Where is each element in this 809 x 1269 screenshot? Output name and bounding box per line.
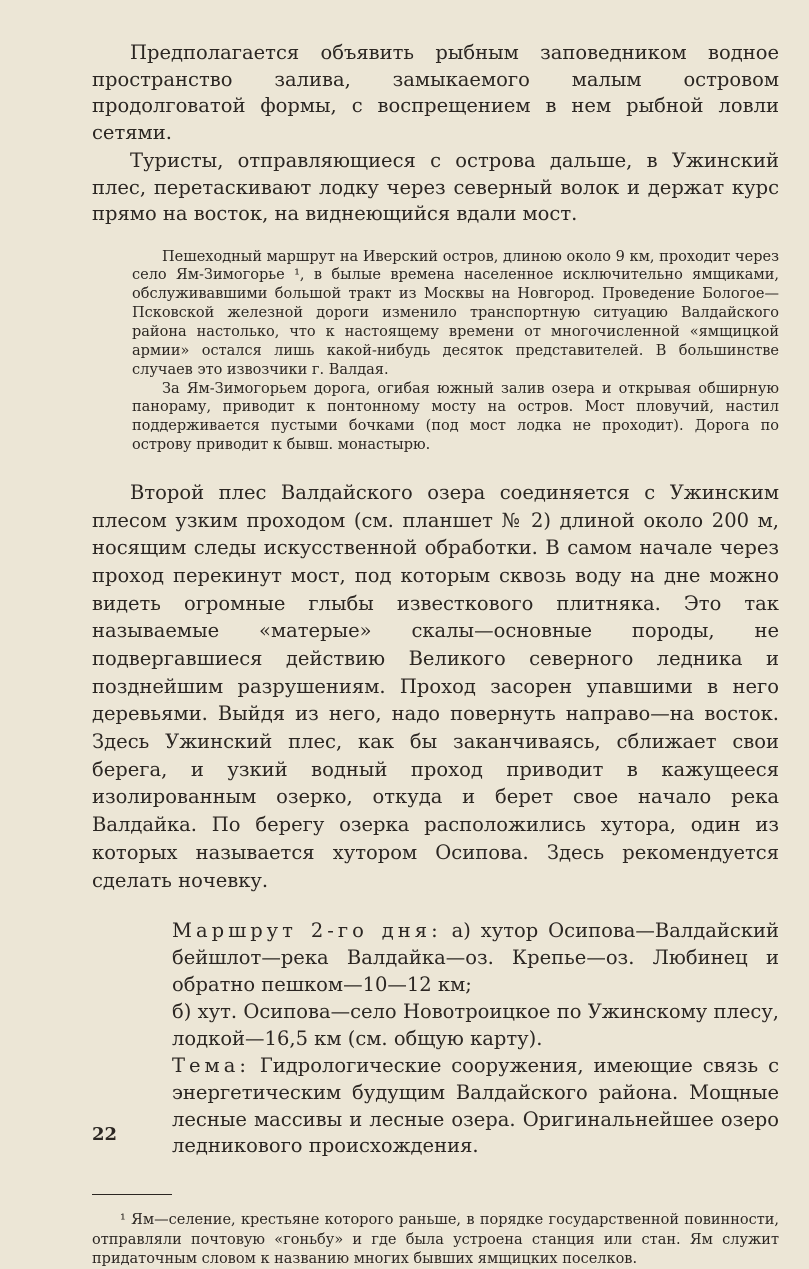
route-label: Маршрут 2-го дня: (172, 919, 442, 943)
intro-paragraph-2: Туристы, отправляющиеся с острова дальше, в Ужинский плес, перетаскивают лодку через северный волок и держат курс прямо на восток, на виднеющийся вдали мост. (92, 149, 779, 226)
small-paragraph-2: За Ям-Зимогорьем дорога, огибая южный залив озера и открывая обширную панораму, приводит к понтонному мосту на остров. Мост пловучий, настил поддерживается пустыми бочками (под мост лодка не проходит). Дорога по острову приводит к бывш. монастырю. (132, 380, 779, 454)
pedestrian-route-note (132, 248, 779, 455)
route-day-line (172, 918, 779, 999)
footnote: ¹ Ям—селение, крестьяне которого раньше, в порядке государственной повинности, отправляли почтовую «гоньбу» и где была устроена станция или стан. Ям служит придаточным словом к названию многих бывших ямщицких поселков. (92, 1212, 779, 1267)
route-block (172, 918, 779, 1160)
main-paragraph: Второй плес Валдайского озера соединяется с Ужинским плесом узким проходом (см. планшет № 2) длиной около 200 м, носящим следы искусственной обработки. В самом начале через проход перекинут мост, под которым сквозь воду на дне можно видеть огромные глыбы известкового плитняка. Это так называемые «матерые» скалы—основные породы, не подвергавшиеся действию Великого северного ледника и позднейшим разрушениям. Проход засорен упавшими в него деревьями. Выйдя из него, надо повернуть направо—на восток. Здесь Ужинский плес, как бы заканчиваясь, сближает свои берега, и узкий водный проход приводит в кажущееся изолированным озерко, откуда и берет свое начало река Валдайка. По берегу озерка расположились хутора, один из которых называется хутором Осипова. Здесь рекомендуется сделать ночевку. (92, 480, 779, 892)
intro-paragraph-1: Предполагается объявить рыбным заповедником водное пространство залива, замыкаемого малым островом продолговатой формы, с воспрещением в нем рыбной ловли сетями. (92, 41, 779, 144)
footnote-rule (92, 1194, 172, 1195)
theme-line (172, 1053, 779, 1161)
small-paragraph-1: Пешеходный маршрут на Иверский остров, длиною около 9 км, проходит через село Ям-Зимогорье ¹, в былые времена населенное исключительно ямщиками, обслуживавшими большой тракт из Москвы на Новгород. Проведение Бологое—Псковской железной дороги изменило транспортную ситуацию Валдайского района настолько, что к настоящему времени от многочисленной «ямщицкой армии» остался лишь какой-нибудь десяток представителей. В большинстве случаев это извозчики г. Валдая. (132, 248, 779, 378)
page-number: 22 (92, 1124, 118, 1145)
route-text-a: а) хутор Осипова—Валдайский бейшлот—река Валдайка—оз. Крепье—оз. Любинец и обратно пешком—10—12 км; (172, 919, 779, 997)
route-text-b: б) хут. Осипова—село Новотроицкое по Ужинскому плесу, лодкой—16,5 км (см. общую карту). (172, 999, 779, 1050)
theme-label: Тема: (172, 1053, 250, 1077)
theme-text: Гидрологические сооружения, имеющие связь с энергетическим будущим Валдайского района. Мощные лесные массивы и лесные озера. Оригинальнейшее озеро ледникового происхождения. (172, 1053, 779, 1158)
